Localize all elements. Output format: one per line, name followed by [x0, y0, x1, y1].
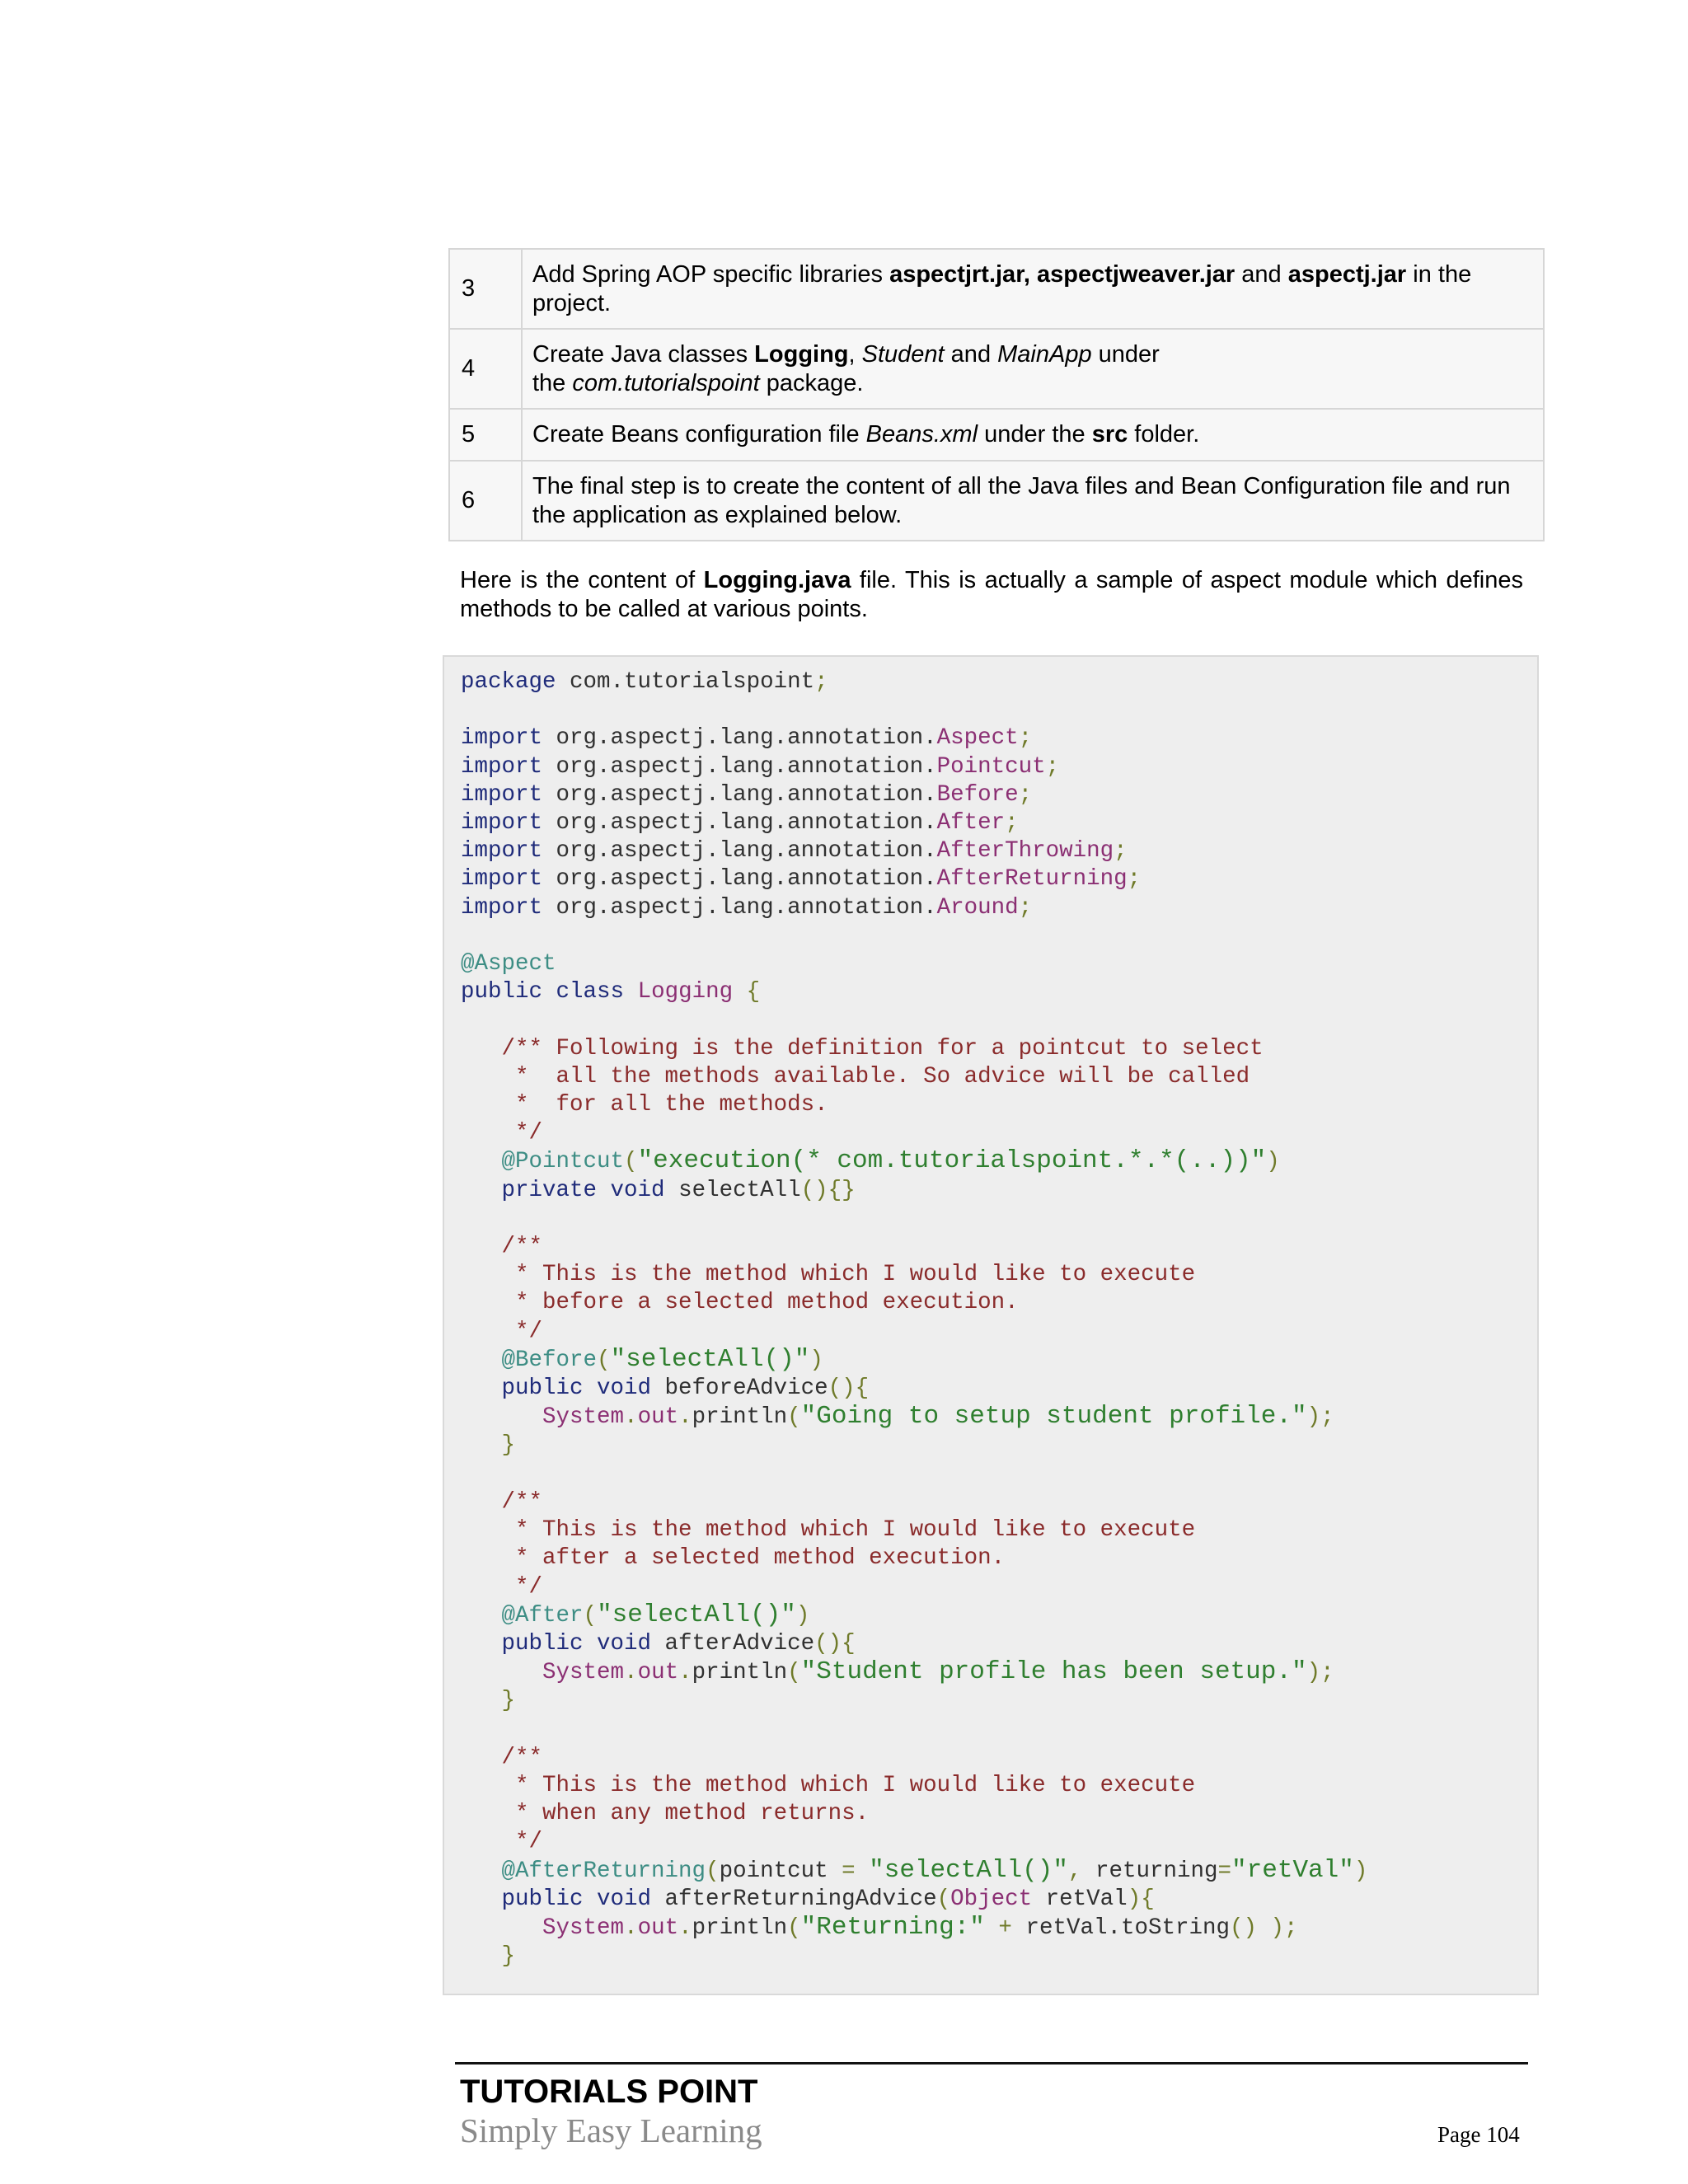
step-row [449, 461, 1544, 541]
page-number: Page 104 [1437, 2122, 1520, 2147]
code-listing: package com.tutorialspoint; import org.aspectj.lang.annotation.Aspect; import org.aspectj.lang.annotation.Pointcut; import org.aspectj.lang.annotation.Before; import org.aspectj.lang.annotation.After; import org.aspectj.lang.annotation.AfterThrowing; import org.aspectj.lang.annotation.AfterReturning; import org.aspectj.lang.annotation.Around; @Aspect public class Logging { /** Following is the definition for a pointcut to select * all the methods available. So advice will be called * for all the methods. */ @Pointcut("execution(* com.tutorialspoint.*.*(..))") private void selectAll(){} /** * This is the method which I would like to execute * before a selected method execution. */ @Before("selectAll()") public void beforeAdvice(){ System.out.println("Going to setup student profile."); } /** * This is the method which I would like to execute * after a selected method execution. */ @After("selectAll()") public void afterAdvice(){ System.out.println("Student profile has been setup."); } /** * This is the method which I would like to execute * when any method returns. */ @AfterReturning(pointcut = "selectAll()", returning="retVal") public void afterReturningAdvice(Object retVal){ System.out.println("Returning:" + retVal.toString() ); } [461, 669, 1368, 1970]
footer-divider [455, 2062, 1528, 2064]
step-text: The final step is to create the content of all the Java files and Bean Configuration file and run the application as explained below. [522, 461, 1544, 541]
steps-table [448, 248, 1545, 541]
code-block [443, 655, 1539, 1995]
footer-tagline: Simply Easy Learning [460, 2111, 762, 2149]
step-text: Create Beans configuration file Beans.xml under the src folder. [522, 409, 1544, 461]
step-number: 3 [449, 249, 522, 329]
step-row [449, 329, 1544, 409]
step-number: 6 [449, 461, 522, 541]
step-number: 5 [449, 409, 522, 461]
footer-brand: TUTORIALS POINT [460, 2074, 758, 2110]
step-text: Create Java classes Logging, Student and MainApp under the com.tutorialspoint package. [522, 329, 1544, 409]
step-row [449, 249, 1544, 329]
step-number: 4 [449, 329, 522, 409]
step-row [449, 409, 1544, 461]
step-text: Add Spring AOP specific libraries aspectjrt.jar, aspectjweaver.jar and aspectj.jar in the project. [522, 249, 1544, 329]
intro-paragraph: Here is the content of Logging.java file. This is actually a sample of aspect module which defines methods to be called at various points. [460, 567, 1523, 622]
